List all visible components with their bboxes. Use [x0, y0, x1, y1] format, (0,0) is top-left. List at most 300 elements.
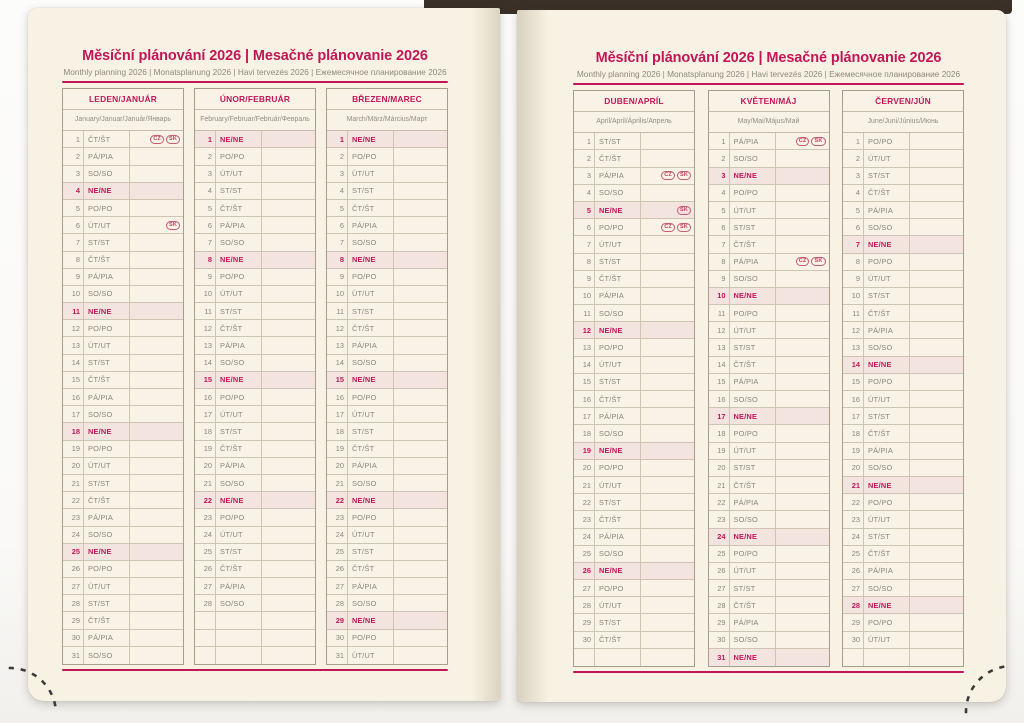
day-name: ÚT/UT [595, 477, 641, 493]
day-row [574, 597, 694, 614]
day-note [641, 357, 694, 373]
day-row [195, 355, 315, 372]
day-name: PÁ/PIA [730, 614, 776, 630]
day-note [262, 578, 315, 594]
day-note [776, 408, 829, 424]
day-number: 6 [327, 217, 348, 233]
day-row [63, 527, 183, 544]
day-name: NE/NE [348, 252, 394, 268]
day-number: 12 [195, 320, 216, 336]
day-name: SO/SO [595, 305, 641, 321]
day-row [574, 408, 694, 425]
day-note [910, 271, 963, 287]
month-grid [574, 133, 694, 666]
day-number: 19 [327, 441, 348, 457]
month-header: ČERVEN/JÚN [843, 91, 963, 112]
day-name: NE/NE [864, 597, 910, 613]
day-number: 17 [63, 406, 84, 422]
day-name: ST/ST [216, 544, 262, 560]
day-number: 10 [843, 288, 864, 304]
day-name: ST/ST [595, 254, 641, 270]
day-note [262, 647, 315, 664]
day-name: SO/SO [595, 185, 641, 201]
day-name: SO/SO [730, 632, 776, 648]
day-number: 5 [574, 202, 595, 218]
day-name: ČT/ŠT [864, 185, 910, 201]
day-name: ČT/ŠT [216, 561, 262, 577]
day-number: 12 [843, 322, 864, 338]
day-note [394, 303, 447, 319]
day-row [709, 511, 829, 528]
day-row [63, 148, 183, 165]
day-number: 18 [195, 423, 216, 439]
day-name: PO/PO [348, 269, 394, 285]
day-row [63, 389, 183, 406]
day-row [843, 339, 963, 356]
day-number: 8 [709, 254, 730, 270]
day-name: ST/ST [84, 595, 130, 611]
day-note [262, 234, 315, 250]
day-name: SO/SO [864, 580, 910, 596]
day-name: NE/NE [595, 202, 641, 218]
day-name: ÚT/UT [730, 202, 776, 218]
day-name: PÁ/PIA [864, 563, 910, 579]
day-name: ST/ST [730, 460, 776, 476]
day-note [776, 357, 829, 373]
day-number: 3 [709, 168, 730, 184]
sk-badge: SK [166, 135, 180, 144]
day-number: 18 [63, 423, 84, 439]
day-note [394, 269, 447, 285]
day-note [130, 217, 183, 233]
day-row [195, 509, 315, 526]
day-number: 21 [63, 475, 84, 491]
day-number: 28 [709, 597, 730, 613]
day-note [394, 630, 447, 646]
day-note [262, 561, 315, 577]
day-row [843, 511, 963, 528]
day-row [843, 236, 963, 253]
day-name: NE/NE [864, 236, 910, 252]
day-name: PÁ/PIA [730, 494, 776, 510]
day-name: PÁ/PIA [730, 133, 776, 149]
day-note [776, 202, 829, 218]
day-name: PO/PO [595, 339, 641, 355]
day-note [262, 337, 315, 353]
day-name: ČT/ŠT [730, 597, 776, 613]
day-row [709, 374, 829, 391]
day-name: ČT/ŠT [730, 236, 776, 252]
cz-badge: CZ [796, 137, 810, 146]
day-number: 22 [327, 492, 348, 508]
day-number: 29 [574, 614, 595, 630]
day-name: ČT/ŠT [595, 150, 641, 166]
day-name: SO/SO [348, 595, 394, 611]
day-row [843, 219, 963, 236]
day-note [262, 217, 315, 233]
day-row [574, 425, 694, 442]
day-note [910, 580, 963, 596]
day-name: PÁ/PIA [595, 168, 641, 184]
day-note [130, 337, 183, 353]
month-grid [709, 133, 829, 666]
day-row [709, 168, 829, 185]
day-row [709, 546, 829, 563]
day-number: 13 [195, 337, 216, 353]
day-number: 21 [327, 475, 348, 491]
day-row [327, 131, 447, 148]
day-note [641, 563, 694, 579]
day-note [262, 492, 315, 508]
cz-badge: CZ [150, 135, 164, 144]
day-row [195, 630, 315, 647]
day-name [216, 647, 262, 664]
day-number: 20 [195, 458, 216, 474]
day-name: NE/NE [84, 303, 130, 319]
day-number: 10 [709, 288, 730, 304]
day-number: 11 [327, 303, 348, 319]
day-name: PÁ/PIA [864, 202, 910, 218]
day-row [574, 357, 694, 374]
day-note [910, 339, 963, 355]
day-row [195, 269, 315, 286]
day-note [910, 529, 963, 545]
day-note [262, 389, 315, 405]
day-number: 26 [63, 561, 84, 577]
day-name: NE/NE [730, 288, 776, 304]
day-note [394, 337, 447, 353]
day-note [130, 320, 183, 336]
day-number: 3 [574, 168, 595, 184]
day-note [262, 252, 315, 268]
day-number: 3 [843, 168, 864, 184]
day-row [843, 391, 963, 408]
day-note [910, 219, 963, 235]
day-name: PÁ/PIA [730, 254, 776, 270]
day-name: NE/NE [348, 131, 394, 147]
day-number: 4 [843, 185, 864, 201]
day-note [130, 406, 183, 422]
page-title: Měsíční plánování 2026 | Mesačné plánovanie 2026 [82, 48, 428, 64]
day-name: ČT/ŠT [730, 477, 776, 493]
day-row [327, 406, 447, 423]
day-name: ST/ST [84, 475, 130, 491]
day-row [574, 374, 694, 391]
day-note [130, 423, 183, 439]
day-name: ČT/ŠT [216, 320, 262, 336]
day-row [195, 320, 315, 337]
day-number: 2 [709, 150, 730, 166]
day-row [327, 509, 447, 526]
day-row [574, 271, 694, 288]
day-number: 2 [63, 148, 84, 164]
day-note [262, 131, 315, 147]
day-number: 25 [195, 544, 216, 560]
day-row [843, 443, 963, 460]
day-row [843, 133, 963, 150]
month-header: KVĚTEN/MÁJ [709, 91, 829, 112]
day-row [63, 509, 183, 526]
day-note [641, 632, 694, 648]
month-table [62, 88, 184, 665]
page-subtitle: Monthly planning 2026 | Monatsplanung 2026 | Havi tervezés 2026 | Ежемесячное планирование 2026 [63, 67, 447, 77]
day-number: 3 [327, 166, 348, 182]
day-number: 8 [574, 254, 595, 270]
day-row [843, 563, 963, 580]
day-row [63, 475, 183, 492]
day-name: SO/SO [595, 425, 641, 441]
day-name: SO/SO [84, 166, 130, 182]
day-note [910, 185, 963, 201]
day-name: ČT/ŠT [216, 441, 262, 457]
day-number: 14 [843, 357, 864, 373]
day-row [327, 217, 447, 234]
day-note [394, 458, 447, 474]
day-name: PO/PO [84, 441, 130, 457]
day-number: 24 [327, 527, 348, 543]
day-row [843, 546, 963, 563]
day-note [776, 443, 829, 459]
day-row [327, 355, 447, 372]
day-note [130, 303, 183, 319]
day-name: SO/SO [84, 406, 130, 422]
day-number: 24 [195, 527, 216, 543]
day-row [709, 185, 829, 202]
day-note [776, 133, 829, 149]
day-number: 26 [843, 563, 864, 579]
day-row [709, 425, 829, 442]
day-number: 27 [327, 578, 348, 594]
day-note [641, 202, 694, 218]
day-note [130, 355, 183, 371]
day-note [262, 458, 315, 474]
month-subheader: April/April/Április/Апрель [574, 112, 694, 133]
day-row [63, 595, 183, 612]
day-note [910, 494, 963, 510]
day-number: 16 [574, 391, 595, 407]
day-number: 27 [574, 580, 595, 596]
month-subheader: January/Januar/Január/Январь [63, 110, 183, 131]
day-name: ČT/ŠT [84, 131, 130, 147]
day-row [709, 477, 829, 494]
day-row [574, 305, 694, 322]
month-table [842, 90, 964, 667]
day-name: NE/NE [595, 563, 641, 579]
day-note [394, 578, 447, 594]
day-name: ST/ST [595, 614, 641, 630]
day-row [63, 423, 183, 440]
month-grid [63, 131, 183, 664]
day-name: PÁ/PIA [216, 217, 262, 233]
day-number: 14 [63, 355, 84, 371]
day-note [262, 423, 315, 439]
sk-badge: SK [811, 257, 825, 266]
day-number: 16 [63, 389, 84, 405]
day-name: ST/ST [730, 219, 776, 235]
day-row [63, 458, 183, 475]
day-number: 23 [63, 509, 84, 525]
day-number: 9 [195, 269, 216, 285]
day-number: 5 [63, 200, 84, 216]
day-row [195, 217, 315, 234]
day-name: SO/SO [348, 475, 394, 491]
day-note [394, 595, 447, 611]
day-row [574, 580, 694, 597]
day-number: 14 [327, 355, 348, 371]
day-note [394, 217, 447, 233]
day-name: SO/SO [84, 527, 130, 543]
day-number: 9 [709, 271, 730, 287]
day-row [574, 288, 694, 305]
day-number: 12 [63, 320, 84, 336]
day-name: PÁ/PIA [348, 578, 394, 594]
day-row [195, 406, 315, 423]
day-name: PO/PO [730, 185, 776, 201]
day-note [394, 183, 447, 199]
day-name: SO/SO [216, 475, 262, 491]
day-row [709, 150, 829, 167]
day-note [262, 372, 315, 388]
day-number: 8 [843, 254, 864, 270]
day-row [574, 339, 694, 356]
day-note [394, 509, 447, 525]
day-name: NE/NE [216, 131, 262, 147]
day-number: 3 [63, 166, 84, 182]
day-note [641, 168, 694, 184]
day-number: 15 [63, 372, 84, 388]
day-number: 26 [327, 561, 348, 577]
day-number: 18 [843, 425, 864, 441]
day-number: 11 [709, 305, 730, 321]
day-row [327, 423, 447, 440]
day-name: PÁ/PIA [84, 389, 130, 405]
day-note [130, 630, 183, 646]
day-note [262, 303, 315, 319]
day-row [195, 527, 315, 544]
day-row [574, 322, 694, 339]
day-row [195, 337, 315, 354]
day-number: 13 [63, 337, 84, 353]
day-row [327, 303, 447, 320]
day-name: ST/ST [864, 168, 910, 184]
day-number: 29 [63, 612, 84, 628]
day-name: SO/SO [864, 339, 910, 355]
day-row [195, 475, 315, 492]
day-note [776, 339, 829, 355]
day-name: PÁ/PIA [595, 288, 641, 304]
day-note [641, 219, 694, 235]
day-name: PO/PO [348, 389, 394, 405]
day-number: 15 [843, 374, 864, 390]
day-name [595, 649, 641, 666]
day-number: 7 [574, 236, 595, 252]
day-note [130, 183, 183, 199]
day-row [843, 580, 963, 597]
day-number: 28 [574, 597, 595, 613]
day-row [195, 372, 315, 389]
day-note [910, 288, 963, 304]
day-row [574, 443, 694, 460]
day-number: 30 [574, 632, 595, 648]
day-row [327, 286, 447, 303]
day-note [910, 614, 963, 630]
day-number: 5 [843, 202, 864, 218]
day-note [776, 477, 829, 493]
day-name: NE/NE [216, 252, 262, 268]
day-note [130, 544, 183, 560]
day-row [574, 563, 694, 580]
day-note [262, 595, 315, 611]
cz-badge: CZ [661, 223, 675, 232]
day-note [394, 320, 447, 336]
day-number: 27 [843, 580, 864, 596]
day-row [709, 614, 829, 631]
day-row [327, 234, 447, 251]
day-name: PÁ/PIA [595, 408, 641, 424]
day-row [327, 595, 447, 612]
day-note [776, 374, 829, 390]
day-number: 23 [327, 509, 348, 525]
day-note [776, 288, 829, 304]
day-number: 18 [574, 425, 595, 441]
day-number: 26 [709, 563, 730, 579]
sk-badge: SK [811, 137, 825, 146]
day-number: 6 [574, 219, 595, 235]
day-number: 26 [574, 563, 595, 579]
day-note [394, 355, 447, 371]
day-name: ÚT/UT [864, 391, 910, 407]
months-row [573, 90, 964, 667]
day-name: SO/SO [595, 546, 641, 562]
day-number: 12 [709, 322, 730, 338]
day-row [574, 254, 694, 271]
day-row [63, 561, 183, 578]
day-name: NE/NE [595, 443, 641, 459]
day-number: 30 [327, 630, 348, 646]
day-name: SO/SO [84, 286, 130, 302]
day-note [776, 546, 829, 562]
day-number: 7 [327, 234, 348, 250]
day-row [574, 477, 694, 494]
day-row [195, 561, 315, 578]
day-number: 1 [709, 133, 730, 149]
day-name: NE/NE [348, 372, 394, 388]
day-name: NE/NE [216, 372, 262, 388]
day-note [641, 236, 694, 252]
day-number: 20 [709, 460, 730, 476]
day-row [195, 234, 315, 251]
day-note [641, 185, 694, 201]
day-note [910, 305, 963, 321]
day-number: 8 [63, 252, 84, 268]
day-number: 6 [63, 217, 84, 233]
day-row [709, 494, 829, 511]
day-number: 24 [574, 529, 595, 545]
day-name: SO/SO [730, 391, 776, 407]
day-name: ÚT/UT [84, 337, 130, 353]
day-number: 6 [709, 219, 730, 235]
bottom-rule [573, 671, 964, 673]
day-row [574, 219, 694, 236]
day-row [63, 355, 183, 372]
day-row [327, 561, 447, 578]
day-row [709, 529, 829, 546]
day-name: PO/PO [348, 630, 394, 646]
right-page-content [573, 50, 964, 673]
day-row [843, 288, 963, 305]
day-row [63, 578, 183, 595]
day-number: 2 [327, 148, 348, 164]
